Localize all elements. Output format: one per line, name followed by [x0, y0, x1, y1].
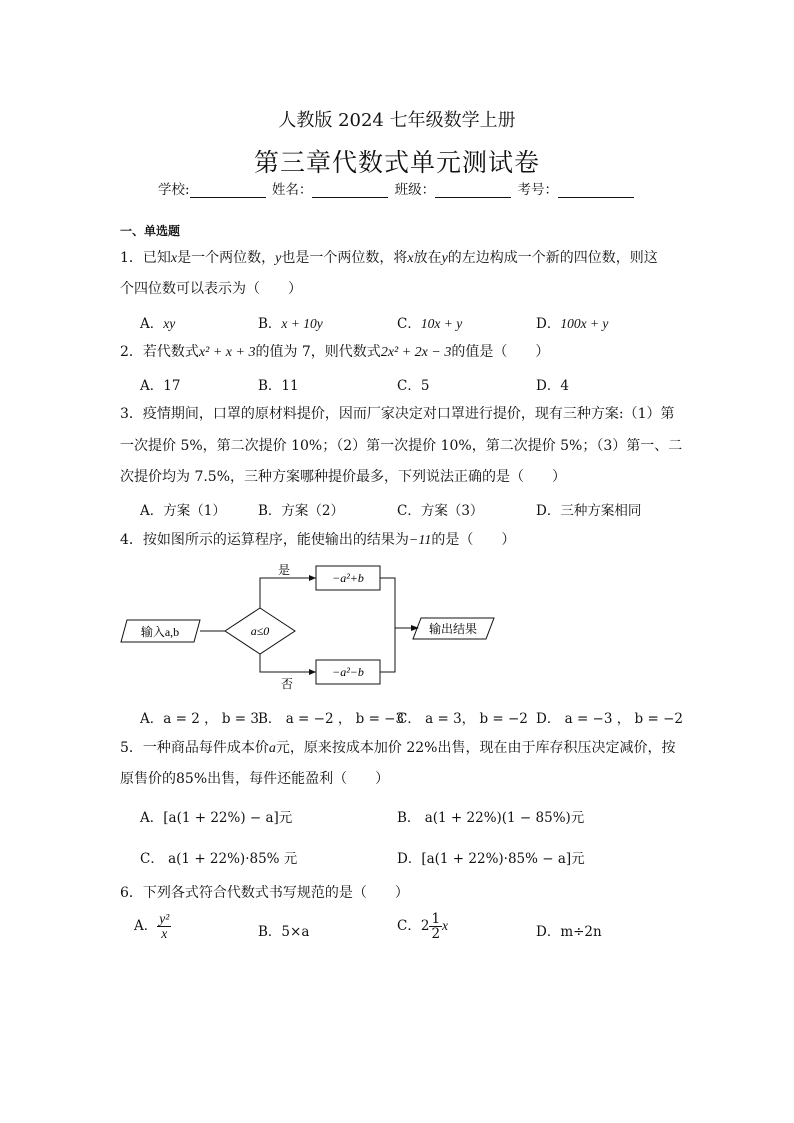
q5-text: 元，原来按成本加价 22%出售，现在由于库存积压决定减价，按: [275, 740, 676, 756]
q1-option-d[interactable]: [536, 312, 608, 332]
option-label: A．: [140, 316, 164, 332]
yes-connector: [260, 578, 316, 608]
flow-yes-label: 是: [277, 563, 291, 577]
q1-text: 也是一个两位数，将: [281, 250, 408, 266]
option-label: D．: [536, 316, 561, 332]
q1-line1: [120, 248, 658, 269]
option-value: x + 10y: [281, 316, 323, 331]
q5-line1: [120, 738, 676, 759]
option-label: B．: [258, 316, 282, 332]
q1-text: 的左边构成一个新的四位数，则这: [447, 250, 658, 266]
q6-option-c[interactable]: [397, 912, 448, 941]
school-label: 学校:: [158, 182, 190, 198]
q4-option-b[interactable]: B． a = −2 ， b = −3: [258, 711, 405, 727]
q2-option-d[interactable]: D．4: [536, 378, 569, 394]
q2-expr2: 2x² + 2x − 3: [380, 345, 452, 360]
q1-var: x: [170, 251, 178, 266]
q4-option-c[interactable]: C． a = 3， b = −2: [397, 711, 528, 727]
class-field[interactable]: [435, 183, 511, 198]
option-value: 10x + y: [420, 316, 463, 331]
q2-stem: [120, 342, 549, 363]
q2-option-c[interactable]: C．5: [397, 378, 430, 394]
q4-stem: [120, 530, 515, 551]
number-label: 考号：: [517, 182, 558, 198]
mixed-whole: 2: [420, 918, 430, 934]
q3-line1: 3．疫情期间，口罩的原材料提价，因而厂家决定对口罩进行提价，现有三种方案:（1）第: [120, 406, 675, 422]
q3-line3: 次提价均为 7.5%，三种方案哪种提价最多，下列说法正确的是（ ）: [120, 469, 567, 485]
name-label: 姓名：: [271, 182, 313, 198]
q2-expr1: x² + x + 3: [198, 345, 256, 360]
q1-line2: 个四位数可以表示为（ ）: [120, 281, 302, 297]
q6-stem: 6．下列各式符合代数式书写规范的是（ ）: [120, 885, 409, 901]
arrow-head: [309, 669, 316, 675]
flow-top-expr: −a²+b: [332, 571, 364, 585]
option-label: C．: [397, 316, 421, 332]
flow-input-text: 输入a,b: [140, 625, 180, 639]
number-field[interactable]: [558, 183, 634, 198]
q3-option-c[interactable]: C．方案（3）: [397, 503, 484, 519]
q4-option-d[interactable]: D． a = −3 ， b = −2: [536, 711, 683, 727]
section-heading: 一、单选题: [120, 224, 181, 238]
q2-option-a[interactable]: A．17: [140, 378, 181, 394]
q6-option-b[interactable]: B．5×a: [258, 924, 310, 940]
q5-option-b[interactable]: B． a(1 + 22%)(1 − 85%)元: [397, 810, 585, 826]
exam-title: 第三章代数式单元测试卷: [253, 148, 540, 177]
q6-option-a[interactable]: [134, 912, 171, 941]
q4-option-a[interactable]: A．a = 2 ， b = 3: [140, 711, 259, 727]
exam-subtitle: 人教版 2024 七年级数学上册: [278, 110, 516, 131]
fraction-numerator: 1: [431, 911, 441, 927]
flowchart: [110, 555, 510, 695]
q4-text: 4．按如图所示的运算程序，能使输出的结果为: [120, 532, 409, 548]
q5-line2: 原售价的85%出售，每件还能盈利（ ）: [120, 771, 390, 787]
q1-var: x: [407, 251, 414, 266]
no-connector: [260, 654, 316, 672]
q1-option-a[interactable]: [140, 312, 175, 332]
q4-text: 的是（ ）: [431, 532, 516, 548]
arrow-head: [309, 575, 316, 581]
fraction: [429, 912, 442, 941]
fraction-numerator: y²: [159, 911, 170, 926]
flow-bottom-expr: −a²−b: [332, 665, 364, 679]
flow-output-text: 输出结果: [428, 622, 478, 636]
fraction-denominator: x: [161, 926, 168, 941]
q3-option-b[interactable]: B．方案（2）: [258, 503, 345, 519]
q5-option-c[interactable]: C． a(1 + 22%)·85% 元: [140, 851, 298, 867]
q1-option-c[interactable]: [397, 312, 462, 332]
option-value: xy: [163, 316, 176, 331]
class-label: 班级：: [394, 182, 436, 198]
flow-no-label: 否: [280, 677, 294, 691]
q2-text: 2．若代数式: [120, 344, 199, 360]
student-info-row: [0, 178, 794, 198]
q5-option-a[interactable]: A．[a(1 + 22%) − a]元: [140, 810, 293, 826]
q3-option-d[interactable]: D．三种方案相同: [536, 503, 642, 519]
q5-text: 5．一种商品每件成本价: [120, 740, 269, 756]
q2-text: 的值为 7，则代数式: [255, 344, 381, 360]
fraction-var: x: [442, 918, 449, 933]
q4-value: −11: [408, 533, 432, 548]
school-field[interactable]: [190, 183, 266, 198]
q2-option-b[interactable]: B．11: [258, 378, 299, 394]
q5-option-d[interactable]: D．[a(1 + 22%)·85% − a]元: [397, 851, 585, 867]
option-label: C．: [397, 918, 421, 934]
q1-option-b[interactable]: [258, 312, 323, 332]
q3-line2: 一次提价 5%，第二次提价 10%；（2）第一次提价 10%，第二次提价 5%；（3）第一、二: [120, 438, 683, 454]
name-field[interactable]: [312, 183, 388, 198]
flow-condition-text: a≤0: [250, 624, 270, 638]
q1-var: y: [275, 251, 282, 266]
q2-text: 的值是（ ）: [451, 344, 550, 360]
q1-text: 是一个两位数，: [177, 250, 276, 266]
merge-connector: [380, 578, 395, 672]
fraction-denominator: 2: [431, 926, 441, 942]
option-label: A．: [134, 918, 158, 934]
q1-text: 1．已知: [120, 250, 171, 266]
q1-text: 放在: [413, 250, 442, 266]
q6-option-d[interactable]: D．m÷2n: [536, 924, 602, 940]
q3-option-a[interactable]: A．方案（1）: [140, 503, 226, 519]
q5-var: a: [268, 741, 276, 756]
fraction: [157, 912, 171, 941]
option-value: 100x + y: [560, 316, 609, 331]
q1-var: y: [441, 251, 448, 266]
